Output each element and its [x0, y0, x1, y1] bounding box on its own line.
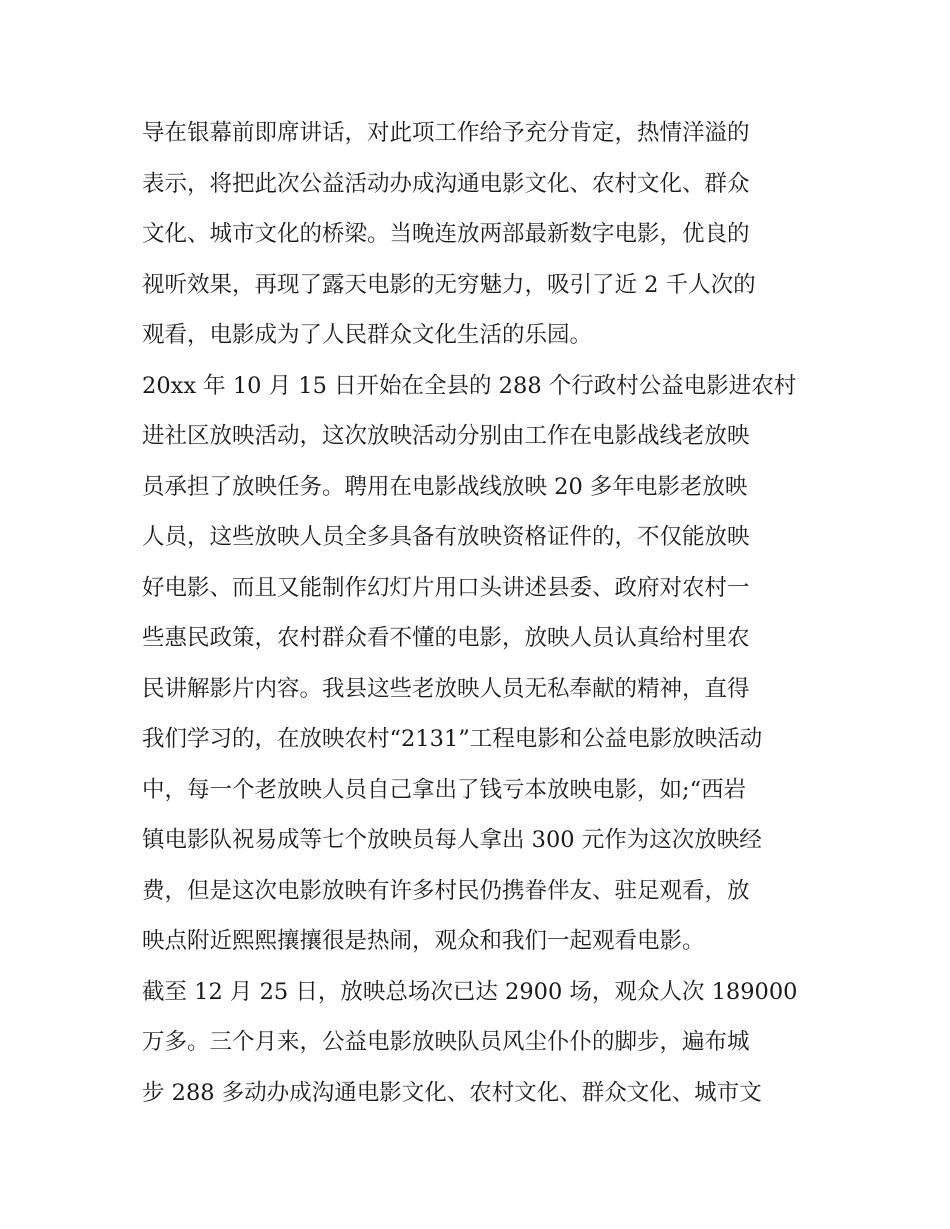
paragraph-2: [142, 361, 814, 967]
text-line: 截至 12 月 25 日，放映总场次已达 2900 场，观众人次 189000: [142, 978, 798, 1005]
text-line: 映点附近熙熙攘攘很是热闹，观众和我们一起观看电影。: [142, 928, 705, 954]
text-line: 中，每一个老放映人员自己拿出了钱亏本放映电影，如;“西岩: [142, 776, 747, 803]
text-line: 好电影、而且又能制作幻灯片用口头讲述县委、政府对农村一: [142, 574, 750, 601]
text-line: 视听效果，再现了露天电影的无穷魅力，吸引了近 2 千人次的: [142, 271, 756, 298]
text-line: 些惠民政策，农村群众看不懂的电影，放映人员认真给村里农: [142, 625, 750, 651]
text-line: 20xx 年 10 月 15 日开始在全县的 288 个行政村公益电影进农村: [142, 372, 797, 399]
text-line: 表示，将把此次公益活动办成沟通电影文化、农村文化、群众: [142, 170, 750, 197]
text-line: 文化、城市文化的桥梁。当晚连放两部最新数字电影，优良的: [142, 221, 750, 247]
text-line: 人员，这些放映人员全多具备有放映资格证件的，不仅能放映: [142, 524, 750, 550]
text-line: 观看，电影成为了人民群众文化生活的乐园。: [142, 322, 593, 348]
paragraph-3: [142, 967, 814, 1119]
text-line: 万多。三个月来，公益电影放映队员风尘仆仆的脚步，遍布城: [142, 1029, 750, 1055]
text-line: 步 288 多动办成沟通电影文化、农村文化、群众文化、城市文: [142, 1079, 762, 1106]
text-line: 费，但是这次电影放映有许多村民仍携眷伴友、驻足观看，放: [142, 877, 750, 904]
text-line: 员承担了放映任务。聘用在电影战线放映 20 多年电影老放映: [142, 473, 748, 500]
body-text: [142, 108, 814, 1118]
text-line: 镇电影队祝易成等七个放映员每人拿出 300 元作为这次放映经: [142, 827, 762, 853]
text-line: 民讲解影片内容。我县这些老放映人员无私奉献的精神，直得: [142, 675, 750, 702]
text-line: 导在银幕前即席讲话，对此项工作给予充分肯定，热情洋溢的: [142, 120, 750, 146]
text-line: 进社区放映活动，这次放映活动分别由工作在电影战线老放映: [142, 423, 750, 449]
paragraph-1: [142, 108, 814, 361]
text-line: 我们学习的，在放映农村“2131”工程电影和公益电影放映活动: [142, 726, 763, 752]
